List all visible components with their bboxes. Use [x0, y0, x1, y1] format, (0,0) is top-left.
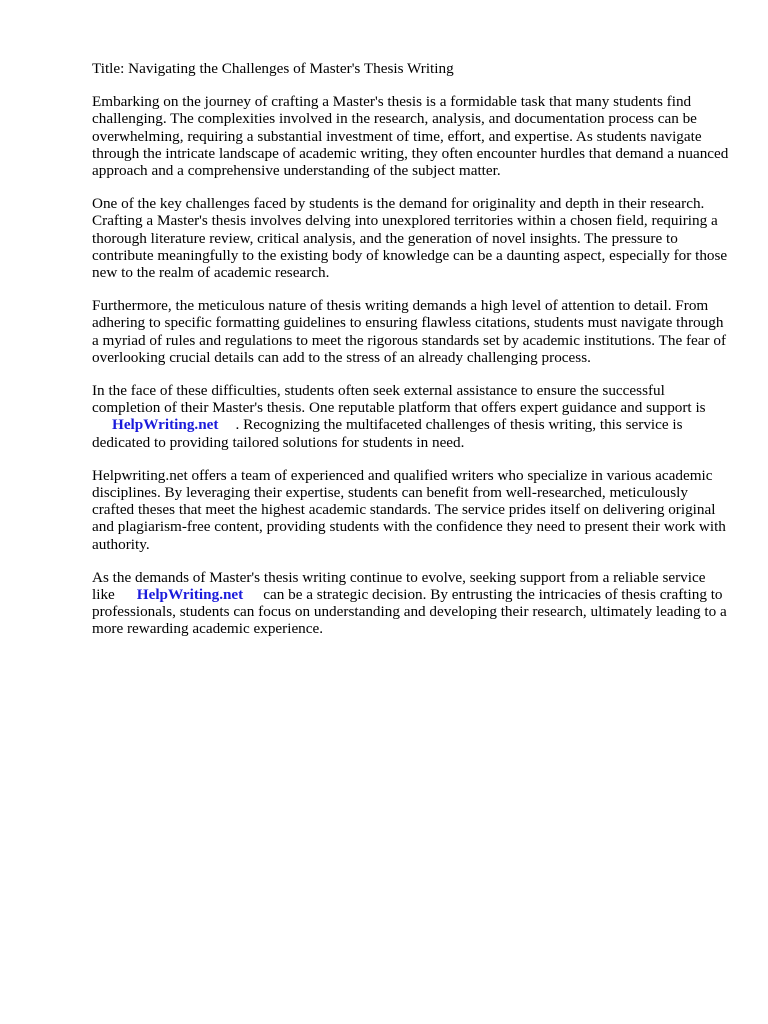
document-page — [92, 60, 732, 654]
document-title: Title: Navigating the Challenges of Master's Thesis Writing — [92, 60, 454, 77]
paragraph-assistance-text-after: . Recognizing the multifaceted challenges of thesis writing, this service is dedicated to providing tailored solutions for students in need. — [92, 416, 683, 451]
paragraph-conclusion-text-before: As the demands of Master's thesis writing continue to evolve, seeking support from a reliable service like — [92, 568, 706, 604]
paragraph-service: Helpwriting.net offers a team of experienced and qualified writers who specialize in various academic disciplines. By leveraging their expertise, students can benefit from well-researched, meticulously crafted theses that meet the highest academic standards. The service prides itself on delivering original and plagiarism-free content, providing students with the confidence they need to present their work with authority. — [92, 466, 726, 553]
helpwriting-link-conclusion[interactable]: HelpWriting.net — [136, 586, 244, 604]
paragraph-originality: One of the key challenges faced by students is the demand for originality and depth in their research. Crafting a Master's thesis involves delving into unexplored territories within a chosen field, requiring a thorough literature review, critical analysis, and the generation of novel insights. The pressure to contribute meaningfully to the existing body of knowledge can be a daunting aspect, especially for those new to the realm of academic research. — [92, 195, 728, 282]
paragraph-conclusion-text-after: can be a strategic decision. By entrusting the intricacies of thesis crafting to professionals, students can focus on understanding and developing their research, ultimately leading to a more rewarding academic experience. — [92, 586, 727, 638]
paragraph-conclusion — [92, 569, 732, 638]
paragraph-assistance-text-before: In the face of these difficulties, students often seek external assistance to ensure the successful completion of their Master's thesis. One reputable platform that offers expert guidance and support is — [92, 382, 706, 417]
paragraph-assistance — [92, 382, 732, 451]
paragraph-intro: Embarking on the journey of crafting a Master's thesis is a formidable task that many students find challenging. The complexities involved in the research, analysis, and documentation process can be overwhelming, requiring a substantial investment of time, effort, and expertise. As students navigate through the intricate landscape of academic writing, they often encounter hurdles that demand a nuanced approach and a comprehensive understanding of the subject matter. — [92, 93, 729, 180]
helpwriting-link[interactable]: HelpWriting.net — [112, 416, 219, 434]
paragraph-detail: Furthermore, the meticulous nature of thesis writing demands a high level of attention to detail. From adhering to specific formatting guidelines to ensuring flawless citations, students must navigate through a myriad of rules and regulations to meet the rigorous standards set by academic institutions. The fear of overlooking crucial details can add to the stress of an already challenging process. — [92, 297, 727, 366]
